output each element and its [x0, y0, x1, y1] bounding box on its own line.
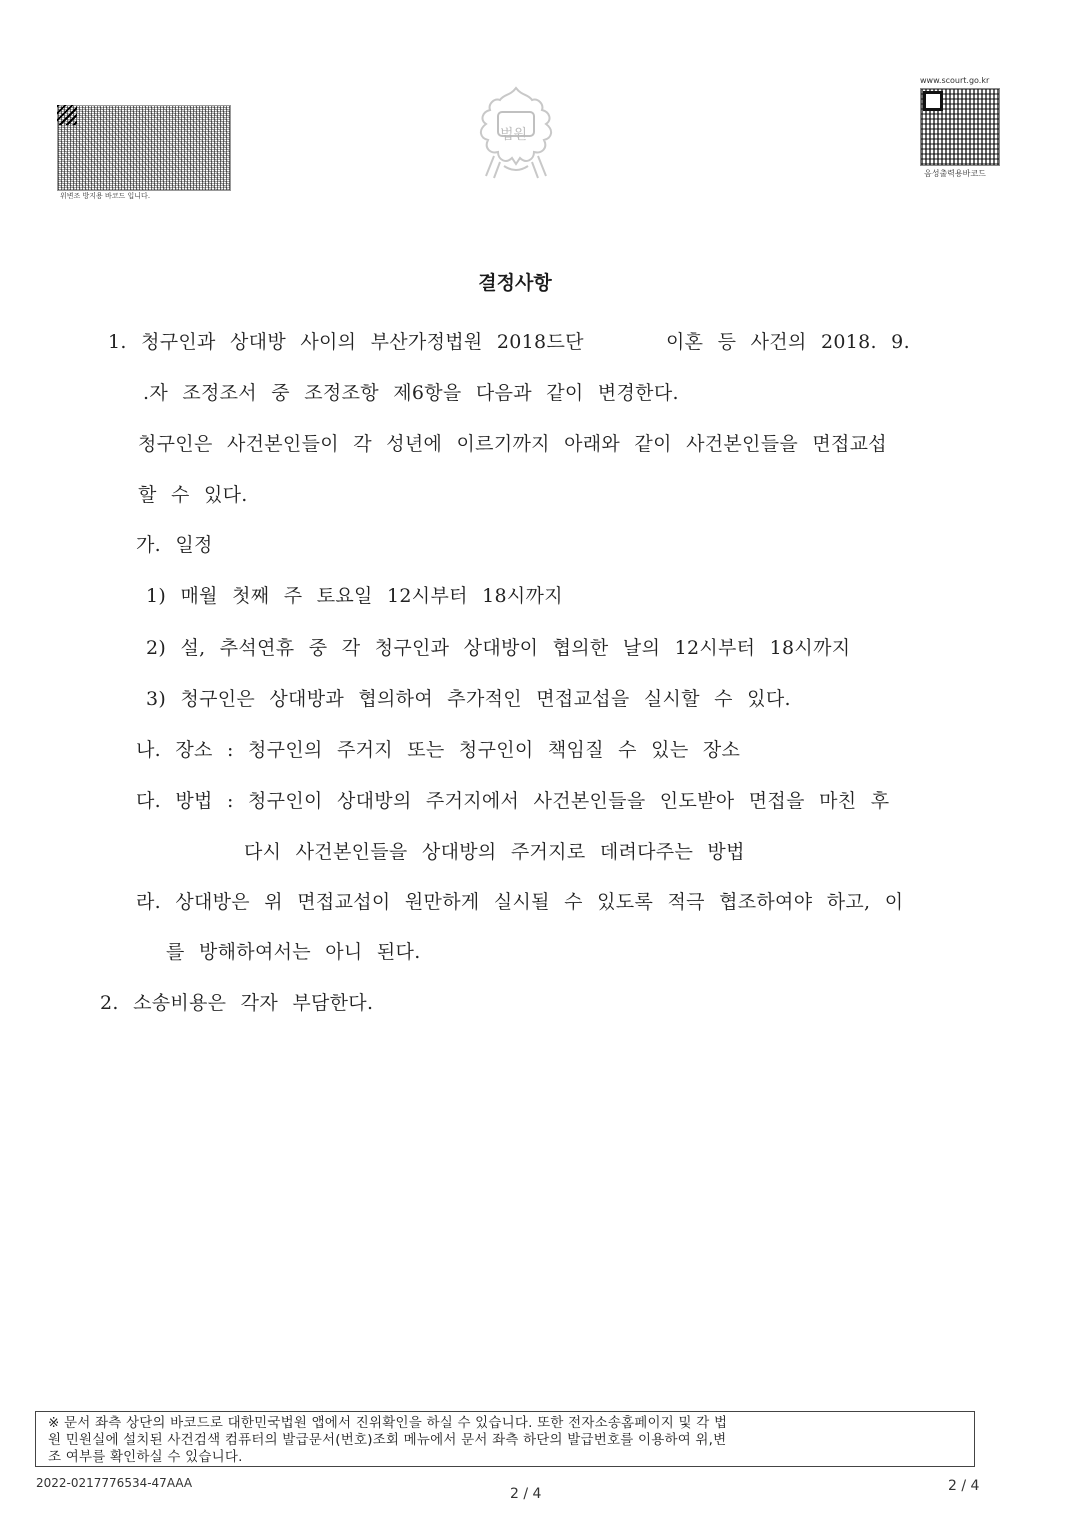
page-number-right: 2 / 4: [948, 1478, 980, 1494]
body-line-11: 다시 사건본인들을 상대방의 주거지로 데려다주는 방법: [244, 841, 745, 863]
issue-number: 2022-0217776534-47AAA: [36, 1476, 193, 1490]
body-line-8: 3) 청구인은 상대방과 협의하여 추가적인 면접교섭을 실시할 수 있다.: [146, 688, 791, 710]
body-line-13: 를 방해하여서는 아니 된다.: [166, 941, 421, 963]
document-title: 결정사항: [478, 272, 552, 294]
anti-forgery-barcode: [57, 105, 231, 191]
qr-caption: 음성출력용바코드: [924, 169, 986, 178]
page-number-center: 2 / 4: [510, 1486, 542, 1502]
body-line-1a: 1. 청구인과 상대방 사이의 부산가정법원 2018드단: [108, 331, 584, 353]
notice-line-1: ※ 문서 좌측 상단의 바코드로 대한민국법원 앱에서 진위확인을 하실 수 있습니다. 또한 전자소송홈페이지 및 각 법: [48, 1415, 728, 1431]
body-line-9: 나. 장소 : 청구인의 주거지 또는 청구인이 책임질 수 있는 장소: [136, 739, 741, 761]
barcode-caption: 위변조 방지용 바코드 입니다.: [60, 192, 151, 200]
body-line-6: 1) 매월 첫째 주 토요일 12시부터 18시까지: [146, 585, 563, 607]
body-line-14: 2. 소송비용은 각자 부담한다.: [100, 992, 374, 1014]
notice-line-2: 원 민원실에 설치된 사건검색 컴퓨터의 발급문서(번호)조회 메뉴에서 문서 좌측 하단의 발급번호를 이용하여 위,변: [48, 1432, 727, 1448]
verification-notice: [35, 1411, 975, 1467]
body-line-12: 라. 상대방은 위 면접교섭이 원만하게 실시될 수 있도록 적극 협조하여야 하고, 이: [136, 891, 904, 913]
body-line-3: 청구인은 사건본인들이 각 성년에 이르기까지 아래와 같이 사건본인들을 면접교섭: [138, 433, 887, 455]
body-line-7: 2) 설, 추석연휴 중 각 청구인과 상대방이 협의한 날의 12시부터 18시까지: [146, 637, 851, 659]
body-line-10: 다. 방법 : 청구인이 상대방의 주거지에서 사건본인들을 인도받아 면접을 마친 후: [136, 790, 890, 812]
qr-code: [920, 88, 1000, 166]
body-line-4: 할 수 있다.: [138, 484, 248, 506]
body-line-5: 가. 일정: [136, 534, 213, 556]
body-line-2: .자 조정조서 중 조정조항 제6항을 다음과 같이 변경한다.: [143, 382, 679, 404]
barcode-corner-mark: [57, 105, 77, 125]
seal-label: 법원: [500, 127, 528, 143]
body-line-1b: 이혼 등 사건의 2018. 9.: [666, 331, 910, 353]
notice-line-3: 조 여부를 확인하실 수 있습니다.: [48, 1449, 243, 1465]
qr-url: www.scourt.go.kr: [920, 76, 990, 85]
